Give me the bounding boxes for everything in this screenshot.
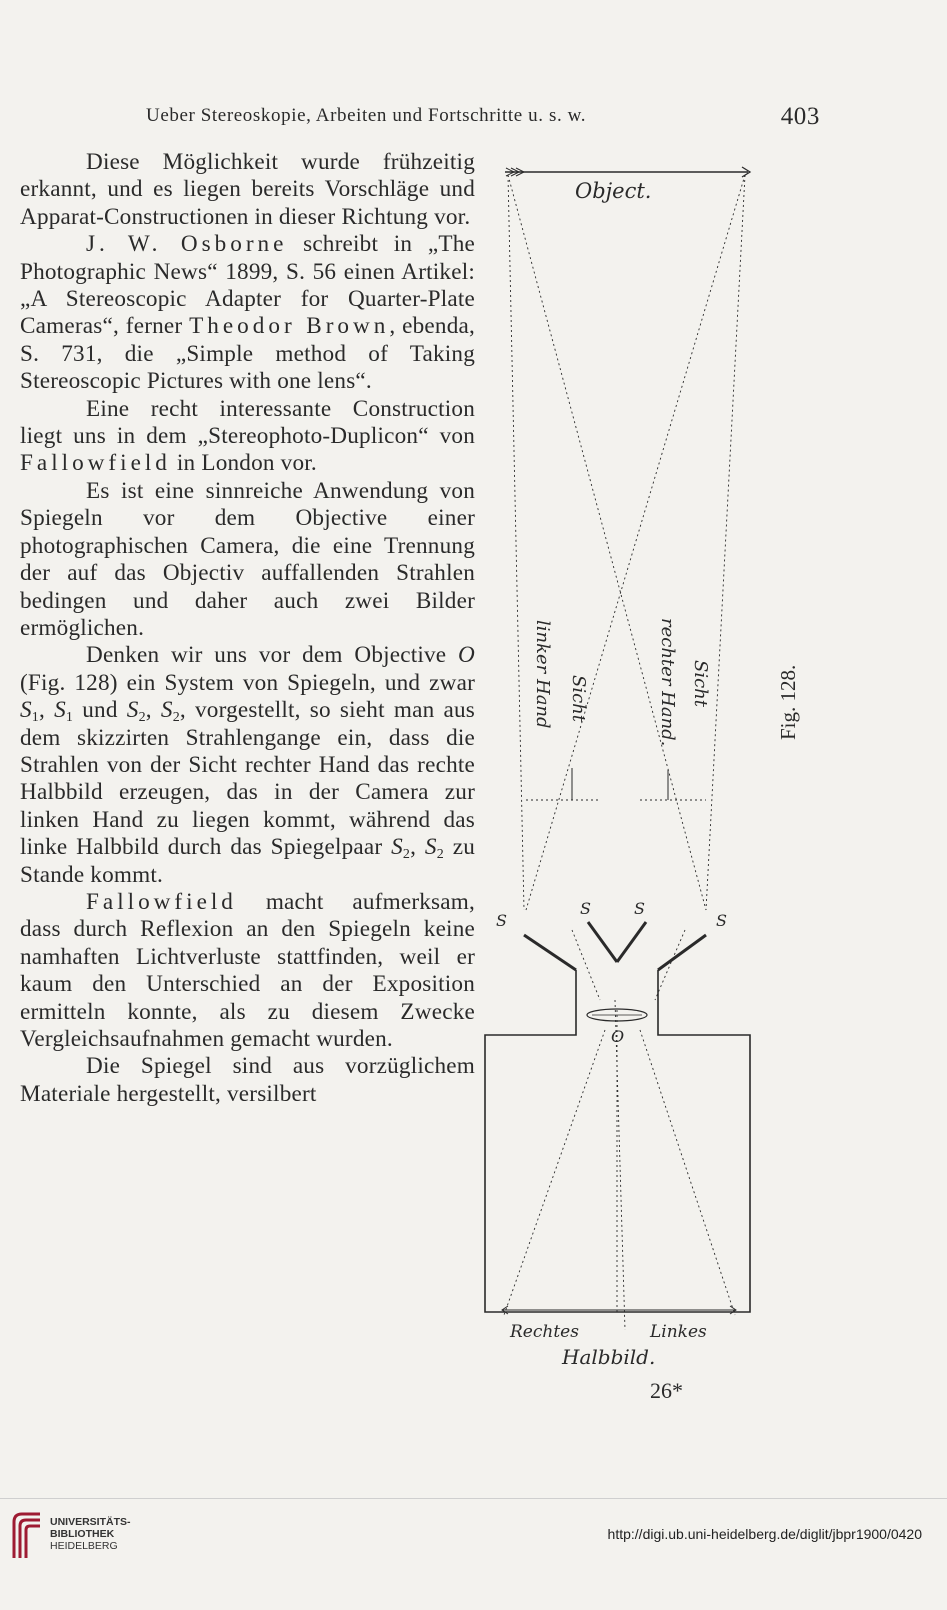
mirror-s2a: S — [126, 697, 139, 724]
paragraph-7 — [20, 1053, 475, 1108]
paragraph-5-text-b: (Fig. 128) ein System von Spiegeln, und zwar — [20, 669, 475, 696]
signature-mark: 26* — [650, 1378, 683, 1403]
sep-2: , — [145, 697, 161, 724]
mirror-s2d-sub: 2 — [436, 847, 444, 863]
stereo-mirror-diagram — [480, 150, 780, 1590]
library-line-2: BIBLIOTHEK — [50, 1528, 115, 1540]
right-view-label-1: Sicht — [690, 660, 711, 707]
footer-divider — [0, 1498, 947, 1499]
mirror-s2c: S — [391, 834, 403, 861]
mirror-label-2: S — [580, 899, 591, 918]
paragraph-5-text-d: , vorgestellt, so sieht man aus dem skizzirten Strahlengange ein, dass die Strahlen von der Sicht rechter Hand das rechte Halbbild erzeugen, das in der Camera zur linken Hand zu liegen kommt, während das linke Halbbild durch das Spiegelpaar — [20, 697, 476, 861]
running-title: Ueber Stereoskopie, Arbeiten und Fortschritte u. s. w. — [146, 105, 587, 126]
halbbild-caption: Halbbild. — [562, 1345, 656, 1369]
mirror-s1b-sub: 1 — [65, 710, 74, 726]
paragraph-2-text-b: , ebenda, S. 731, die „Simple method of Taking Stereoscopic Pictures with one lens“. — [20, 313, 475, 395]
library-logo-icon — [10, 1510, 46, 1562]
library-name — [50, 1516, 131, 1552]
library-line-1: UNIVERSITÄTS- — [50, 1516, 131, 1528]
paragraph-5-text-e: zu Stande kommt. — [20, 834, 475, 888]
mirror-s1-left — [588, 922, 617, 962]
author-osborne: J. W. Osborne — [86, 231, 288, 258]
page-number: 403 — [780, 103, 820, 130]
paragraph-5-text-c: und — [73, 697, 127, 724]
running-header — [124, 101, 824, 133]
mirror-s2b: S — [160, 697, 173, 724]
mirror-s1a: S — [20, 697, 32, 724]
name-fallowfield-2: Fallowfield — [86, 888, 237, 915]
body-text — [20, 149, 475, 1108]
mirror-s1b: S — [54, 697, 66, 724]
name-fallowfield: Fallowfield — [20, 450, 171, 477]
paragraph-4-text: Es ist eine sinnreiche Anwendung von Spiegeln vor dem Objective einer photographischen Camera, die eine Trennung der auf das Objectiv auffallenden Strahlen bedingen und daher auch zwei Bilder ermöglichen. — [20, 477, 475, 641]
paragraph-4 — [20, 478, 475, 642]
mirror-s2b-sub: 2 — [172, 710, 180, 726]
paragraph-1-text: Diese Möglichkeit wurde frühzeitig erkannt, und es liegen bereits Vorschläge und Apparat-Constructionen in dieser Richtung vor. — [20, 149, 475, 230]
mirror-s2c-sub: 2 — [402, 847, 411, 863]
author-brown: Theodor Brown — [189, 313, 390, 340]
diagram-svg — [480, 150, 780, 1590]
paragraph-3-text-b: in London vor. — [170, 450, 317, 477]
mirror-s2-left — [524, 935, 576, 970]
bottom-left-label: Linkes — [650, 1322, 707, 1342]
bottom-right-label: Rechtes — [510, 1322, 579, 1342]
mirror-label-4: S — [716, 911, 727, 930]
sep-1: , — [39, 697, 55, 724]
mirror-label-1: S — [496, 911, 507, 930]
mirror-s2a-sub: 2 — [138, 710, 146, 726]
right-view-label-2: rechter Hand. — [657, 618, 678, 747]
left-view-label-2: linker Hand — [532, 620, 553, 729]
mirror-s1a-sub: 1 — [31, 710, 39, 726]
paragraph-6 — [20, 889, 475, 1053]
figure-caption: Fig. 128. — [776, 664, 800, 740]
objective-symbol: O — [458, 642, 475, 669]
paragraph-5 — [20, 642, 475, 889]
paragraph-3 — [20, 396, 475, 478]
paragraph-7-text: Die Spiegel sind aus vorzüglichem Materiale hergestellt, versilbert — [20, 1053, 475, 1107]
lens-label: O — [611, 1027, 625, 1046]
mirror-s2d: S — [424, 834, 437, 861]
paragraph-1 — [20, 149, 475, 231]
ray-lines — [504, 175, 745, 1330]
source-url[interactable]: http://digi.ub.uni-heidelberg.de/diglit/jbpr1900/0420 — [607, 1526, 922, 1542]
mirror-label-3: S — [634, 899, 645, 918]
paragraph-3-text-a: Eine recht interessante Construction liegt uns in dem „Stereophoto-Duplicon“ von — [20, 395, 475, 450]
library-logo-block — [10, 1510, 190, 1570]
object-label: Object. — [575, 179, 652, 203]
paragraph-6-text: macht aufmerksam, dass durch Reflexion an den Spiegeln keine namhaften Lichtverluste stattfinden, weil er kaum den Unterschied an der Exposition ermitteln konnte, als zu diesem Zwecke Vergleichsaufnahmen gemacht wurden. — [20, 888, 475, 1052]
library-line-3: HEIDELBERG — [50, 1540, 118, 1552]
mirror-s1-right — [617, 922, 646, 962]
paragraph-2-text-a: schreibt in „The Photographic News“ 1899, S. 56 einen Artikel: „A Stereoscopic Adapter for Quarter-Plate Cameras“, ferner — [20, 231, 475, 340]
sep-3: , — [410, 834, 425, 861]
left-view-label-1: Sicht — [568, 675, 589, 722]
mirror-s2-right — [658, 935, 706, 970]
paragraph-2 — [20, 231, 475, 395]
paragraph-5-text-a: Denken wir uns vor dem Objective — [86, 642, 459, 669]
